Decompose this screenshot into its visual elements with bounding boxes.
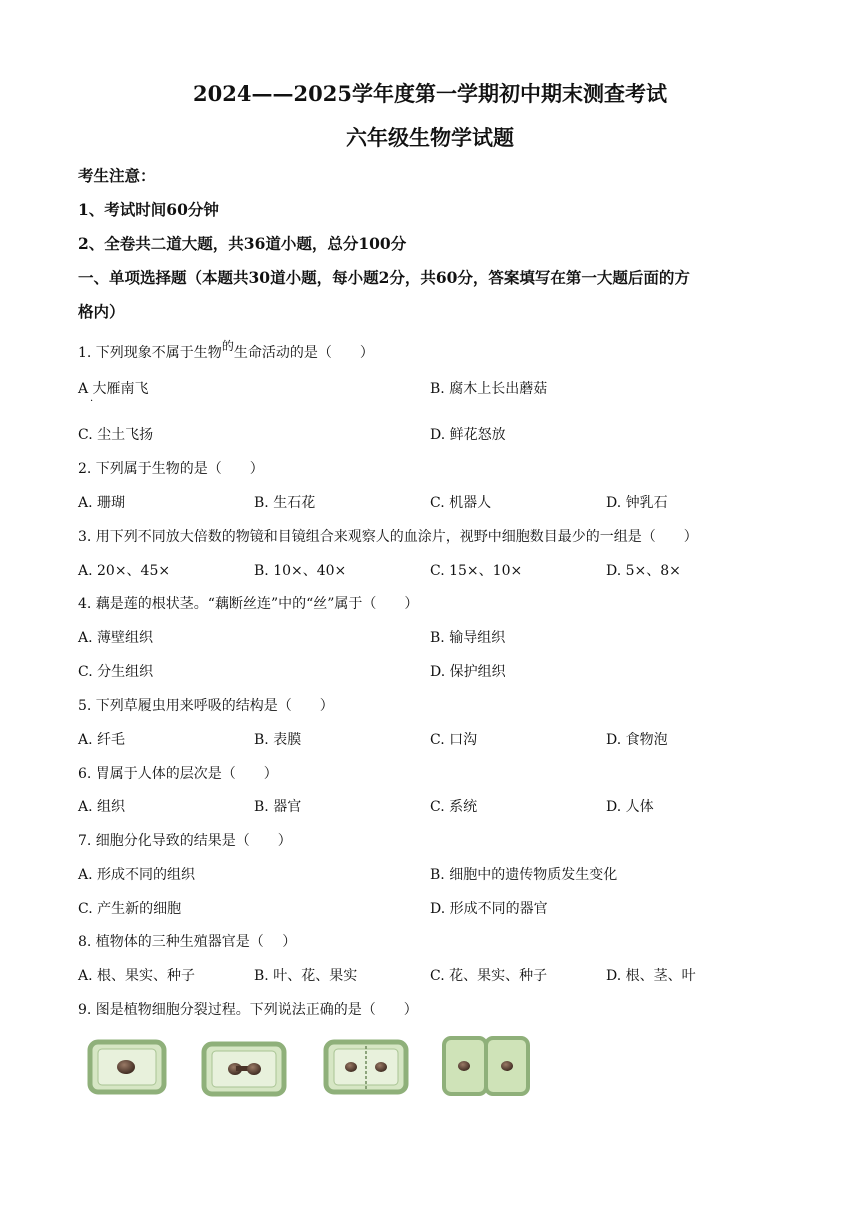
question-4-option-a[interactable]: A. 薄壁组织 [78, 630, 154, 646]
question-1-option-d[interactable]: D. 鲜花怒放 [430, 427, 506, 443]
question-9-stem: 9. 图是植物细胞分裂过程。下列说法正确的是（ ） [78, 1002, 418, 1018]
exam-title: 2024——2025学年度第一学期初中期末测查考试 [193, 81, 667, 106]
question-8-option-d[interactable]: D. 根、茎、叶 [606, 968, 696, 984]
question-3-option-c[interactable]: C. 15×、10× [430, 563, 523, 579]
question-5-option-b[interactable]: B. 表膜 [254, 732, 302, 748]
question-8-stem: 8. 植物体的三种生殖器官是（ ） [78, 934, 297, 950]
cell-division-figure [86, 1034, 546, 1104]
question-5-option-a[interactable]: A. 纤毛 [78, 732, 126, 748]
question-5-option-d[interactable]: D. 食物泡 [606, 732, 668, 748]
question-8-option-a[interactable]: A. 根、果实、种子 [78, 968, 196, 984]
cell-division-stage-icon [204, 1044, 284, 1094]
question-4-option-b[interactable]: B. 输导组织 [430, 630, 506, 646]
question-4-stem: 4. 藕是莲的根状茎。“藕断丝连”中的“丝”属于（ ） [78, 596, 419, 612]
question-5-option-c[interactable]: C. 口沟 [430, 732, 478, 748]
notice-item-1: 1、考试时间60分钟 [78, 200, 219, 219]
question-2-option-a[interactable]: A. 珊瑚 [78, 495, 126, 511]
question-3-option-d[interactable]: D. 5×、8× [606, 563, 681, 579]
question-1-option-b[interactable]: B. 腐木上长出蘑菇 [430, 381, 548, 397]
question-4-option-c[interactable]: C. 分生组织 [78, 664, 154, 680]
question-3-stem: 3. 用下列不同放大倍数的物镜和目镜组合来观察人的血涂片，视野中细胞数目最少的一组是（ ） [78, 529, 698, 545]
question-2-stem: 2. 下列属于生物的是（ ） [78, 461, 264, 477]
question-7-stem: 7. 细胞分化导致的结果是（ ） [78, 833, 292, 849]
question-2-option-d[interactable]: D. 钟乳石 [606, 495, 668, 511]
question-6-option-a[interactable]: A. 组织 [78, 799, 126, 815]
question-4-option-d[interactable]: D. 保护组织 [430, 664, 506, 680]
exam-subtitle: 六年级生物学试题 [346, 125, 514, 150]
question-8-option-b[interactable]: B. 叶、花、果实 [254, 968, 358, 984]
cell-division-stage-icon [444, 1038, 528, 1094]
section-heading-line2: 格内） [78, 302, 125, 321]
question-3-option-a[interactable]: A. 20×、45× [78, 563, 171, 579]
question-6-stem: 6. 胃属于人体的层次是（ ） [78, 766, 278, 782]
question-7-option-d[interactable]: D. 形成不同的器官 [430, 901, 548, 917]
notice-item-2: 2、全卷共二道大题，共36道小题，总分100分 [78, 234, 407, 253]
question-2-option-c[interactable]: C. 机器人 [430, 495, 492, 511]
section-heading-line1: 一、单项选择题（本题共30道小题，每小题2分，共60分，答案填写在第一大题后面的方 [78, 268, 690, 287]
question-2-option-b[interactable]: B. 生石花 [254, 495, 316, 511]
question-5-stem: 5. 下列草履虫用来呼吸的结构是（ ） [78, 698, 334, 714]
question-7-option-a[interactable]: A. 形成不同的组织 [78, 867, 196, 883]
dot-mark: · [90, 396, 94, 407]
question-7-option-b[interactable]: B. 细胞中的遗传物质发生变化 [430, 867, 618, 883]
question-3-option-b[interactable]: B. 10×、40× [254, 563, 347, 579]
question-7-option-c[interactable]: C. 产生新的细胞 [78, 901, 182, 917]
notice-heading: 考生注意： [78, 166, 156, 185]
question-1-stem: 1. 下列现象不属于生物的生命活动的是（ ） [78, 339, 374, 361]
question-6-option-b[interactable]: B. 器官 [254, 799, 302, 815]
question-1-option-a[interactable]: A 大雁南飞 [78, 381, 149, 397]
cell-division-stage-icon [90, 1042, 164, 1092]
question-1-option-c[interactable]: C. 尘土飞扬 [78, 427, 154, 443]
question-8-option-c[interactable]: C. 花、果实、种子 [430, 968, 548, 984]
question-6-option-d[interactable]: D. 人体 [606, 799, 654, 815]
question-6-option-c[interactable]: C. 系统 [430, 799, 478, 815]
cell-division-stage-icon [326, 1042, 406, 1092]
